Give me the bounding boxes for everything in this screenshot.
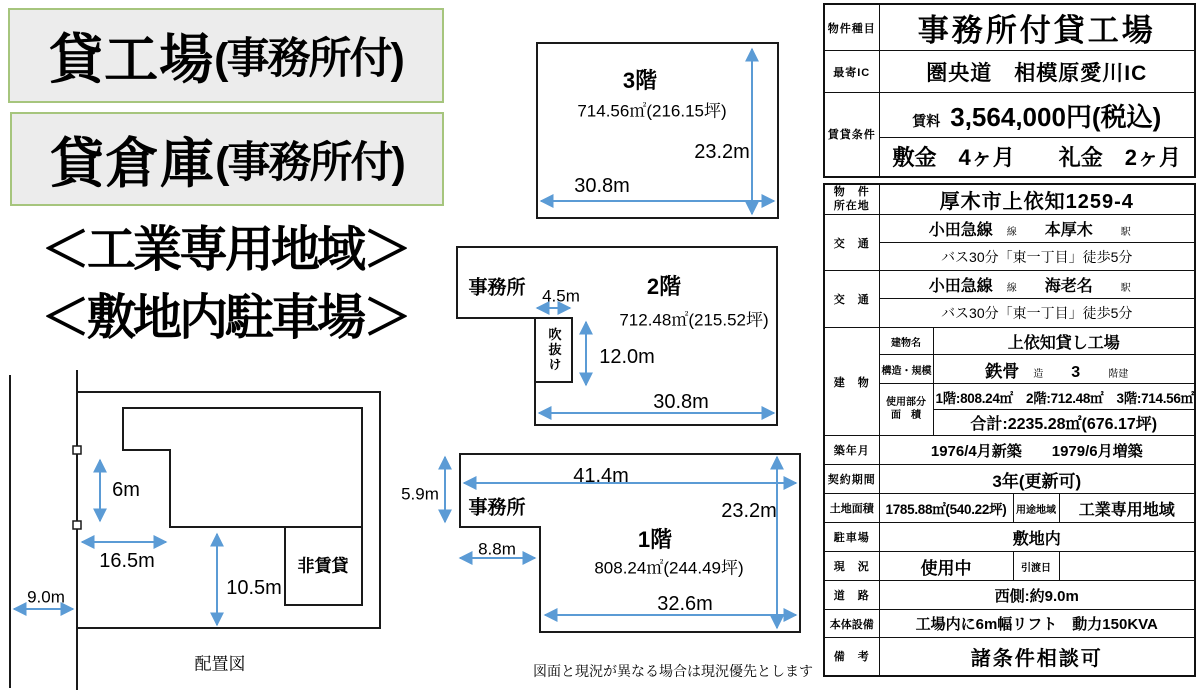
location-label: 物 件 所在地 (824, 184, 879, 215)
floor1-office-width-label: 8.8m (478, 539, 516, 559)
headline-factory-sub: (事務所付) (214, 35, 403, 83)
structure-zou: 造 (1033, 368, 1044, 380)
floor1-bottom-width-label: 32.6m (657, 593, 713, 615)
row-land (824, 494, 1195, 523)
access2-label: 交 通 (824, 271, 879, 328)
headline-warehouse-sub: (事務所付) (215, 138, 404, 187)
nearest-ic-value: 圏央道 相模原愛川IC (879, 51, 1195, 93)
structure-floors: 3 (1071, 363, 1081, 381)
structure-label: 構造・規模 (879, 355, 933, 384)
building-label: 建 物 (824, 328, 879, 436)
site-nonrental-label: 非賃貸 (297, 556, 349, 576)
row-access2-detail (824, 299, 1195, 328)
site-gate-post-south (73, 521, 81, 529)
headline-zoning: ＜工業専用地域＞ (40, 223, 409, 277)
access1-line-suffix: 線 (1006, 227, 1017, 238)
floor3-title: 3階 (622, 68, 658, 93)
row-building-structure (824, 355, 1195, 384)
access2-line: 小田急線 (928, 278, 993, 295)
location-value: 厚木市上依知1259-4 (879, 184, 1195, 215)
nearest-ic-label: 最寄IC (824, 51, 879, 93)
floor1-area: 808.24㎡(244.49坪) (594, 558, 744, 578)
structure-material: 鉄骨 (985, 361, 1020, 381)
row-access2-line (824, 271, 1195, 299)
floor-area-line2: 合計:2235.28㎡(676.17坪) (933, 410, 1195, 436)
dimension-arrows (14, 49, 796, 628)
row-access1-line (824, 215, 1195, 243)
floor1-title: 1階 (637, 527, 673, 552)
handover-label: 引渡日 (1013, 552, 1059, 581)
land-value: 1785.88㎡(540.22坪) (879, 494, 1013, 523)
site-gate-post-north (73, 446, 81, 454)
access1-detail: バス30分「東一丁目」徒歩5分 (879, 243, 1195, 271)
row-property-type (824, 4, 1195, 51)
floor2-void-depth-label: 12.0m (599, 346, 655, 368)
parking-label: 駐車場 (824, 523, 879, 552)
floor-area-line1: 1階:808.24㎡ 2階:712.48㎡ 3階:714.56㎡ (933, 384, 1195, 410)
floor2-width-label: 30.8m (653, 391, 709, 413)
row-nearest-ic (824, 51, 1195, 93)
access1-station-suffix: 駅 (1120, 227, 1131, 238)
site-gap-north-label: 6m (112, 479, 140, 501)
site-caption: 配置図 (194, 654, 246, 674)
access1-label: 交 通 (824, 215, 879, 271)
row-access1-detail (824, 243, 1195, 271)
status-value: 使用中 (879, 552, 1013, 581)
floor1-depth-label: 23.2m (721, 500, 777, 522)
detail-table (823, 183, 1196, 677)
access2-station: 海老名 (1044, 278, 1093, 295)
headline-parking: ＜敷地内駐車場＞ (40, 291, 409, 345)
access1-line-cell (879, 215, 1195, 243)
deposit-value: 敷金 4ヶ月 礼金 2ヶ月 (879, 138, 1195, 177)
row-built (824, 436, 1195, 465)
road-value: 西側:約9.0m (879, 581, 1195, 610)
built-label: 築年月 (824, 436, 879, 465)
floor3-width-label: 30.8m (574, 175, 630, 197)
land-label: 土地面積 (824, 494, 879, 523)
facilities-value: 工場内に6m幅リフト 動力150KVA (879, 610, 1195, 638)
handover-value (1059, 552, 1195, 581)
floor2-office-label: 事務所 (468, 277, 526, 299)
row-remarks (824, 638, 1195, 676)
rent-value: 3,564,000円(税込) (950, 101, 1162, 132)
contract-value: 3年(更新可) (879, 465, 1195, 494)
row-building-name (824, 328, 1195, 355)
zoning-label: 用途地域 (1013, 494, 1059, 523)
building-name-label: 建物名 (879, 328, 933, 355)
floor1-top-width-label: 41.4m (573, 465, 629, 487)
remarks-value: 諸条件相談可 (879, 638, 1195, 676)
lease-label: 賃貸条件 (824, 93, 879, 177)
building-name-value: 上依知貸し工場 (933, 328, 1195, 355)
rent-cell (879, 93, 1195, 138)
rent-label: 賃料 (912, 112, 941, 129)
remarks-label: 備 考 (824, 638, 879, 676)
road-label: 道 路 (824, 581, 879, 610)
row-parking (824, 523, 1195, 552)
summary-table (823, 3, 1196, 178)
access1-station: 本厚木 (1044, 222, 1093, 239)
site-road-width-label: 9.0m (27, 587, 65, 607)
floor2-office-width-label: 4.5m (542, 286, 580, 306)
access1-line: 小田急線 (928, 222, 993, 239)
structure-value-cell (933, 355, 1195, 384)
facilities-label: 本体設備 (824, 610, 879, 638)
site-rear-label: 10.5m (226, 577, 282, 599)
row-rent (824, 93, 1195, 138)
row-status (824, 552, 1195, 581)
contract-label: 契約期間 (824, 465, 879, 494)
floor3-area: 714.56㎡(216.15坪) (577, 101, 727, 121)
row-floor-area-1 (824, 384, 1195, 410)
floor2-outline (457, 247, 777, 425)
zoning-value: 工業専用地域 (1059, 494, 1195, 523)
structure-kaidate: 階建 (1108, 368, 1129, 380)
floor1-office-depth-label: 5.9m (401, 484, 439, 504)
floor2-title: 2階 (646, 274, 682, 299)
row-contract (824, 465, 1195, 494)
row-location (824, 184, 1195, 215)
floor-area-label: 使用部分 面 積 (879, 384, 933, 436)
access2-detail: バス30分「東一丁目」徒歩5分 (879, 299, 1195, 328)
site-front-label: 16.5m (99, 550, 155, 572)
property-type-label: 物件種目 (824, 4, 879, 51)
parking-value: 敷地内 (879, 523, 1195, 552)
floor3-outline (537, 43, 778, 218)
floor3-depth-label: 23.2m (694, 141, 750, 163)
floor2-void-label: 吹抜け (546, 327, 562, 373)
built-value: 1976/4月新築 1979/6月増築 (879, 436, 1195, 465)
row-facilities (824, 610, 1195, 638)
property-type-value: 事務所付貸工場 (879, 4, 1195, 51)
row-deposit (824, 138, 1195, 177)
disclaimer-note: 図面と現況が異なる場合は現況優先とします (533, 663, 813, 679)
status-label: 現 況 (824, 552, 879, 581)
floor2-area: 712.48㎡(215.52坪) (619, 310, 769, 330)
access2-station-suffix: 駅 (1120, 283, 1131, 294)
headline-factory-main: 貸工場 (49, 30, 215, 90)
access2-line-suffix: 線 (1006, 283, 1017, 294)
floor1-office-label: 事務所 (468, 497, 526, 519)
headline-warehouse-main: 貸倉庫 (50, 133, 216, 194)
access2-line-cell (879, 271, 1195, 299)
row-road (824, 581, 1195, 610)
